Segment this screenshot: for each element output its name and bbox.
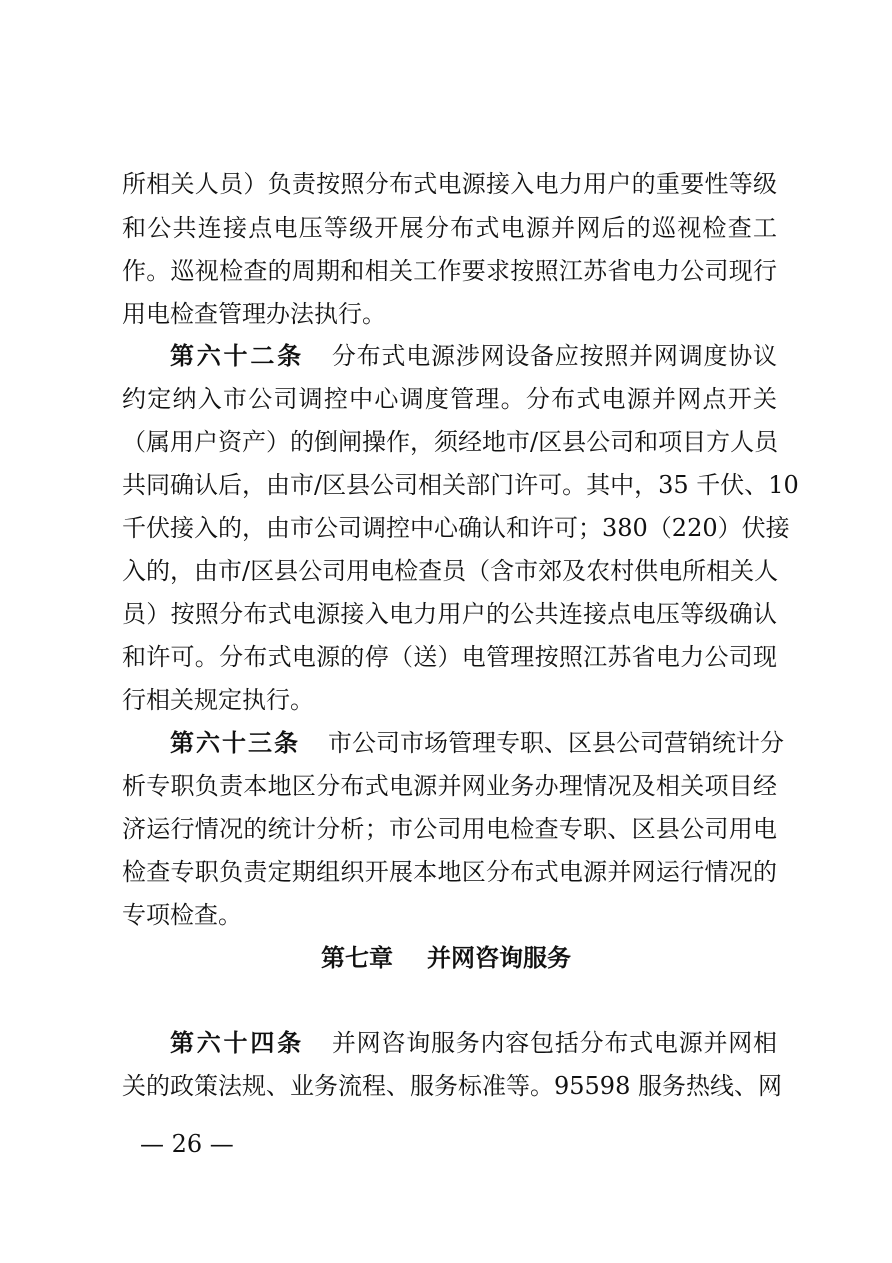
- body-text-line: （属用户资产）的倒闸操作，须经地市/区县公司和项目方人员: [122, 428, 779, 456]
- body-text-line: 约定纳入市公司调控中心调度管理。分布式电源并网点开关: [122, 385, 777, 413]
- body-text-line: 千伏接入的，由市公司调控中心确认和许可；380（220）伏接: [122, 514, 790, 542]
- page-number: — 26 —: [140, 1130, 234, 1158]
- body-text-line: 检查专职负责定期组织开展本地区分布式电源并网运行情况的: [122, 858, 777, 886]
- body-text-line: 并网咨询服务内容包括分布式电源并网相: [331, 1029, 778, 1057]
- body-text-line: 行相关规定执行。: [122, 686, 314, 714]
- body-text-line: 员）按照分布式电源接入电力用户的公共连接点电压等级确认: [122, 600, 777, 628]
- body-text-line: 用电检查管理办法执行。: [122, 300, 386, 328]
- body-text-line: 分布式电源涉网设备应按照并网调度协议: [331, 342, 778, 370]
- article-63-first-line: [170, 727, 784, 759]
- body-text-line: 市公司市场管理专职、区县公司营销统计分: [328, 729, 784, 757]
- article-heading: 第六十四条: [170, 1029, 304, 1057]
- body-text-line: 专项检查。: [122, 901, 242, 929]
- article-64-first-line: [170, 1027, 777, 1059]
- body-text-line: 所相关人员）负责按照分布式电源接入电力用户的重要性等级: [122, 170, 777, 198]
- chapter-heading: [0, 942, 892, 974]
- body-text-line: 和许可。分布式电源的停（送）电管理按照江苏省电力公司现: [122, 643, 777, 671]
- chapter-number: 第七章: [321, 944, 393, 972]
- article-62-first-line: [170, 340, 777, 372]
- article-heading: 第六十三条: [170, 729, 300, 757]
- body-text-line: 关的政策法规、业务流程、服务标准等。95598 服务热线、网: [122, 1072, 782, 1100]
- body-text-line: 和公共连接点电压等级开展分布式电源并网后的巡视检查工: [122, 214, 777, 242]
- body-text-line: 作。巡视检查的周期和相关工作要求按照江苏省电力公司现行: [122, 257, 777, 285]
- body-text-line: 共同确认后，由市/区县公司相关部门许可。其中，35 千伏、10: [122, 471, 799, 499]
- body-text-line: 析专职负责本地区分布式电源并网业务办理情况及相关项目经: [122, 772, 777, 800]
- article-heading: 第六十二条: [170, 342, 304, 370]
- body-text-line: 入的，由市/区县公司用电检查员（含市郊及农村供电所相关人: [122, 557, 779, 585]
- chapter-title: 并网咨询服务: [427, 944, 571, 972]
- body-text-line: 济运行情况的统计分析；市公司用电检查专职、区县公司用电: [122, 815, 777, 843]
